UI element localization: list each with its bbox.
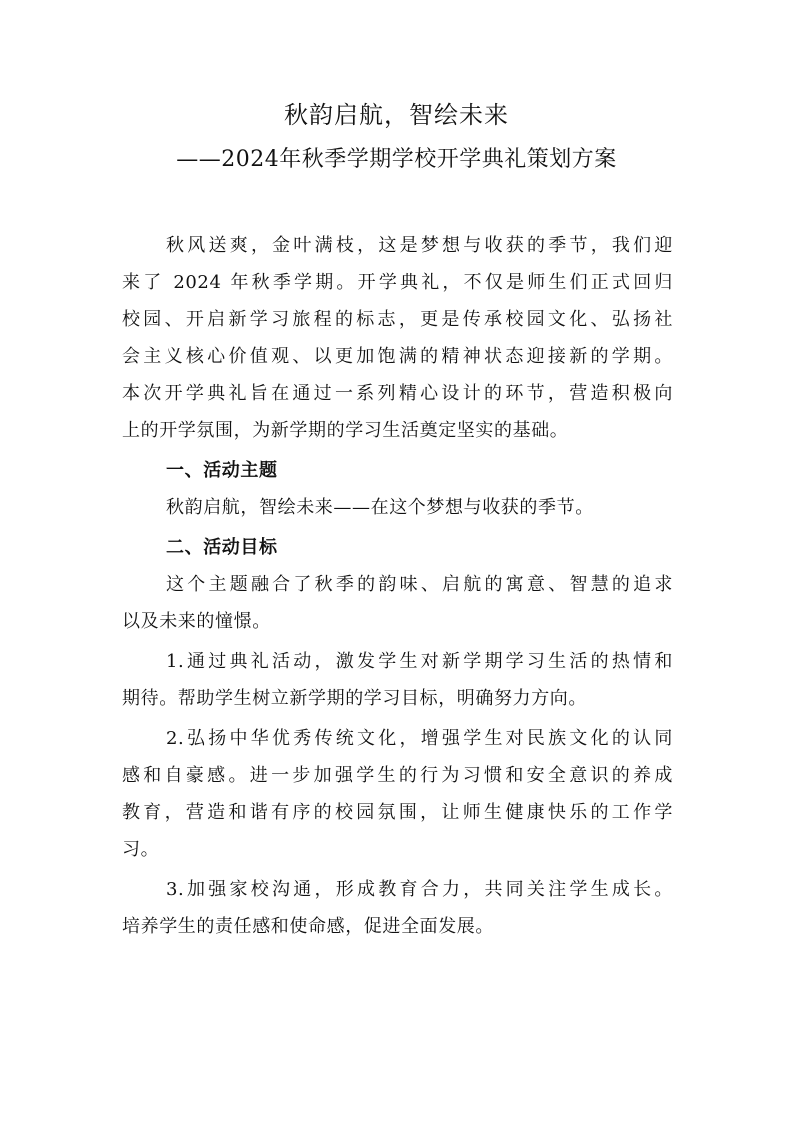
paragraph-line: 期待。帮助学生树立新学期的学习目标，明确努力方向。	[122, 688, 587, 709]
section-heading-goals: 二、活动目标	[166, 537, 278, 558]
paragraph-line: 2.弘扬中华优秀传统文化，增强学生对民族文化的认同	[166, 728, 673, 749]
document-subtitle: ——2024年秋季学期学校开学典礼策划方案	[176, 147, 617, 172]
paragraph-line: 以及未来的憧憬。	[122, 611, 271, 632]
paragraph-line: 习。	[122, 839, 160, 860]
paragraph-line: 这个主题融合了秋季的韵味、启航的寓意、智慧的追求	[166, 574, 673, 595]
paragraph-line: 培养学生的责任感和使命感，促进全面发展。	[122, 916, 494, 937]
paragraph-line: 会主义核心价值观、以更加饱满的精神状态迎接新的学期。	[122, 346, 673, 367]
goals-intro-paragraph	[122, 566, 673, 640]
paragraph-line: 本次开学典礼旨在通过一系列精心设计的环节，营造积极向	[122, 383, 673, 404]
paragraph-line: 教育，营造和谐有序的校园氛围，让师生健康快乐的工作学	[122, 802, 673, 823]
paragraph-line: 上的开学氛围，为新学期的学习生活奠定坚实的基础。	[122, 420, 569, 441]
paragraph-line: 3.加强家校沟通，形成教育合力，共同关注学生成长。	[166, 879, 673, 900]
section-heading-theme: 一、活动主题	[166, 460, 278, 481]
document-body	[122, 227, 673, 945]
paragraph-line: 感和自豪感。进一步加强学生的行为习惯和安全意识的养成	[122, 765, 673, 786]
paragraph-line: 1.通过典礼活动，激发学生对新学期学习生活的热情和	[166, 651, 673, 672]
paragraph-line: 秋风送爽，金叶满枝，这是梦想与收获的季节，我们迎	[166, 235, 673, 256]
goal-item-2	[122, 720, 673, 868]
intro-paragraph	[122, 227, 673, 449]
paragraph-line: 来了 2024 年秋季学期。开学典礼，不仅是师生们正式回归	[122, 272, 673, 293]
document-title: 秋韵启航，智绘未来	[284, 101, 509, 129]
theme-paragraph: 秋韵启航，智绘未来——在这个梦想与收获的季节。	[166, 497, 594, 518]
goal-item-1	[122, 643, 673, 717]
goal-item-3	[122, 871, 673, 945]
paragraph-line: 校园、开启新学习旅程的标志，更是传承校园文化、弘扬社	[122, 309, 673, 330]
